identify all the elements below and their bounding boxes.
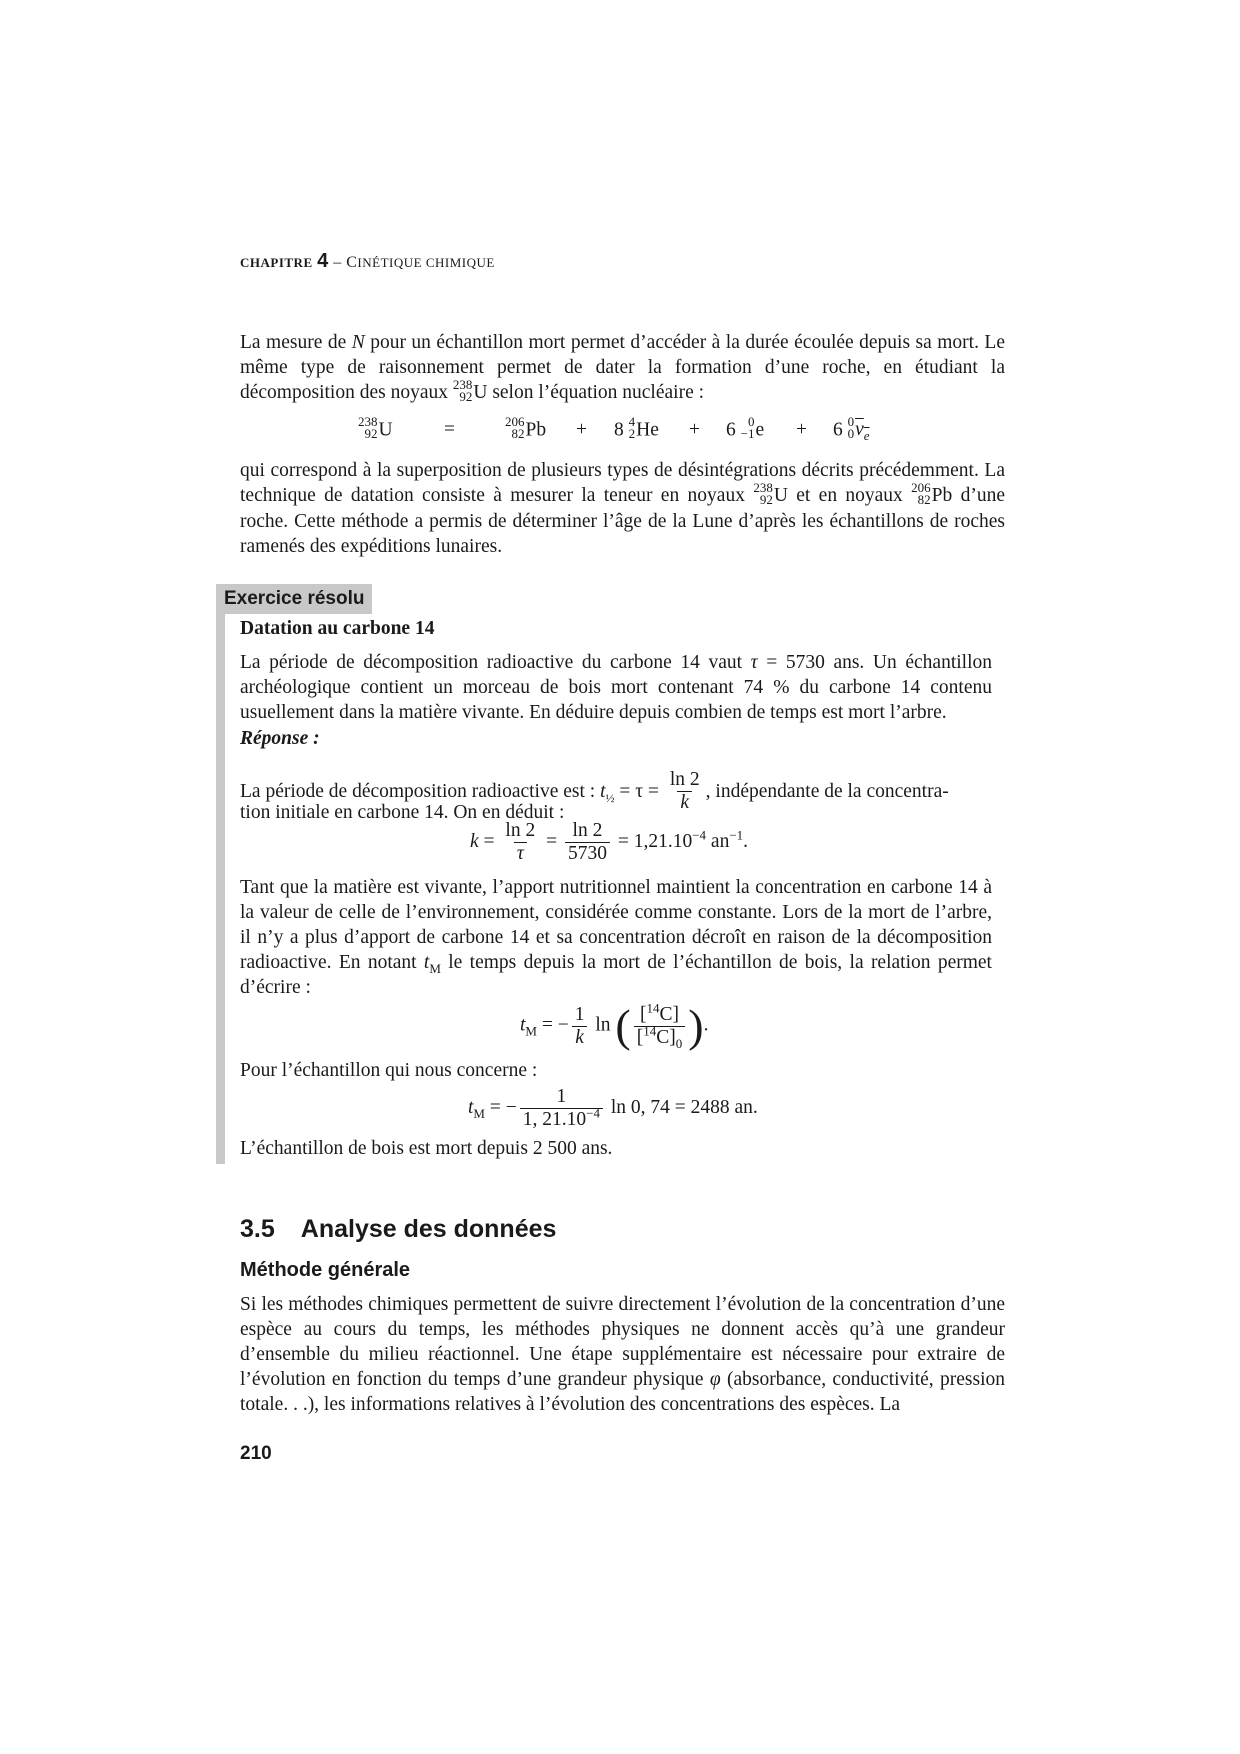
nuclear-equation-lhs: 238 92 U xyxy=(358,414,393,441)
exercise-tab: Exercice résolu xyxy=(216,584,372,614)
page-number: 210 xyxy=(240,1443,272,1464)
intro-text-c: selon l’équation nucléaire : xyxy=(487,382,705,403)
chapter-title-rest: INÉTIQUE CHIMIQUE xyxy=(357,255,495,270)
exercise-side-bar xyxy=(216,614,225,1164)
plus-3: + xyxy=(796,419,807,440)
equation-numeric: $t_M$ = − $\frac{1}{1, 21.10^{-4}}$ ln 0, 74 = 2488 an. xyxy=(468,1086,758,1130)
intro-text-a: La mesure de xyxy=(240,332,352,353)
plus-2: + xyxy=(689,419,700,440)
helium-term: 8 4 2 He xyxy=(614,414,659,441)
equation-equals: = xyxy=(444,419,455,440)
after-equation-paragraph: qui correspond à la superposition de plusieurs types de désintégrations décrits précédemment. La technique de datation consiste à mesurer la teneur en noyaux 238 92 U et en noyaux 206 82 Pb d’une roche. Cette méthode a permis de déterminer l’âge de la Lune d’après les échantillons de roches ramenés des expéditions lunaires. xyxy=(240,460,1006,557)
exercise-explanation: Tant que la matière est vivante, l’apport nutritionnel maintient la concentration en carbone 14 à la valeur de celle de l’environnement, considérée comme constante. Lors de la mort de l’arbre, il n’y a plus d’apport de carbone 14 et sa concentration décroît en raison de la décomposition radioactive. En notant $t_M$ le temps depuis la mort de l’échantillon de bois, la relation permet d’écrire : xyxy=(240,877,992,998)
var-N: N xyxy=(351,332,365,353)
section-title xyxy=(240,1215,556,1244)
running-header xyxy=(240,250,495,273)
section-title-text: Analyse des données xyxy=(300,1215,557,1243)
section-number: 3.5 xyxy=(240,1215,275,1243)
chapter-title-cap: C xyxy=(346,254,358,271)
chapter-number: 4 xyxy=(317,250,329,272)
plus-1: + xyxy=(576,419,587,440)
intro-paragraph xyxy=(240,330,1005,406)
subsection-title: Méthode générale xyxy=(240,1259,411,1281)
header-separator: – xyxy=(333,254,342,271)
nuclide-Pb206: 206 82 Pb xyxy=(505,414,547,441)
neutrino-term: 6 0 0 $\nu_e$ xyxy=(833,414,870,444)
nuclide-U238: 238 92 U xyxy=(452,376,488,404)
exercise-statement: La période de décomposition radioactive du carbone 14 vaut τ = 5730 ans. Un échantillon archéologique contient un morceau de bois mort contenant 74 % du carbone 14 contenu usuellement dans la matière vivante. En déduire depuis combien de temps est mort l’arbre. xyxy=(240,652,992,723)
exercise-conclusion: L’échantillon de bois est mort depuis 2 500 ans. xyxy=(240,1138,613,1159)
intro-text-b: pour un échantillon mort permet d’accéder à la durée écoulée depuis sa mort. Le même type de raisonnement permet de dater la formation d’une roche, en étudiant la décomposition des noyaux xyxy=(240,332,1005,403)
section-paragraph: Si les méthodes chimiques permettent de suivre directement l’évolution de la concentration d’une espèce au cours du temps, les méthodes physiques ne donnent accès qu’à une grandeur d’ensemble du milieu réactionnel. Une étape supplémentaire est nécessaire pour extraire de l’évolution en fonction du temps d’une grandeur physique φ (absorbance, conductivité, pression totale. . .), les informations relatives à l’évolution des concentrations des espèces. La xyxy=(240,1294,1005,1415)
answer-line-2: tion initiale en carbone 14. On en déduit : xyxy=(240,802,565,823)
equation-tM: $t_M$ = − $\frac{1}{k}$ ln ( $\frac{[^{14}C]}{[^{14}C]_0}$ ). xyxy=(520,1000,709,1051)
electron-term: 6 0 −1 e xyxy=(726,414,765,441)
answer-line-1: La période de décomposition radioactive est : $t_{\frac{1}{2}} = \tau$ = $\frac{\ln 2}{k}$ , indépendante de la concentra- xyxy=(240,769,949,813)
equation-k: k = $\frac{\ln 2}{\tau}$ = $\frac{\ln 2}{5730}$ = $1,21.10^{-4}$ $an^{-1}$. xyxy=(470,820,749,864)
exercise-title: Datation au carbone 14 xyxy=(240,618,435,639)
answer-label: Réponse : xyxy=(240,728,320,749)
concern-line: Pour l’échantillon qui nous concerne : xyxy=(240,1060,538,1081)
chapter-word: CHAPITRE xyxy=(240,255,313,270)
